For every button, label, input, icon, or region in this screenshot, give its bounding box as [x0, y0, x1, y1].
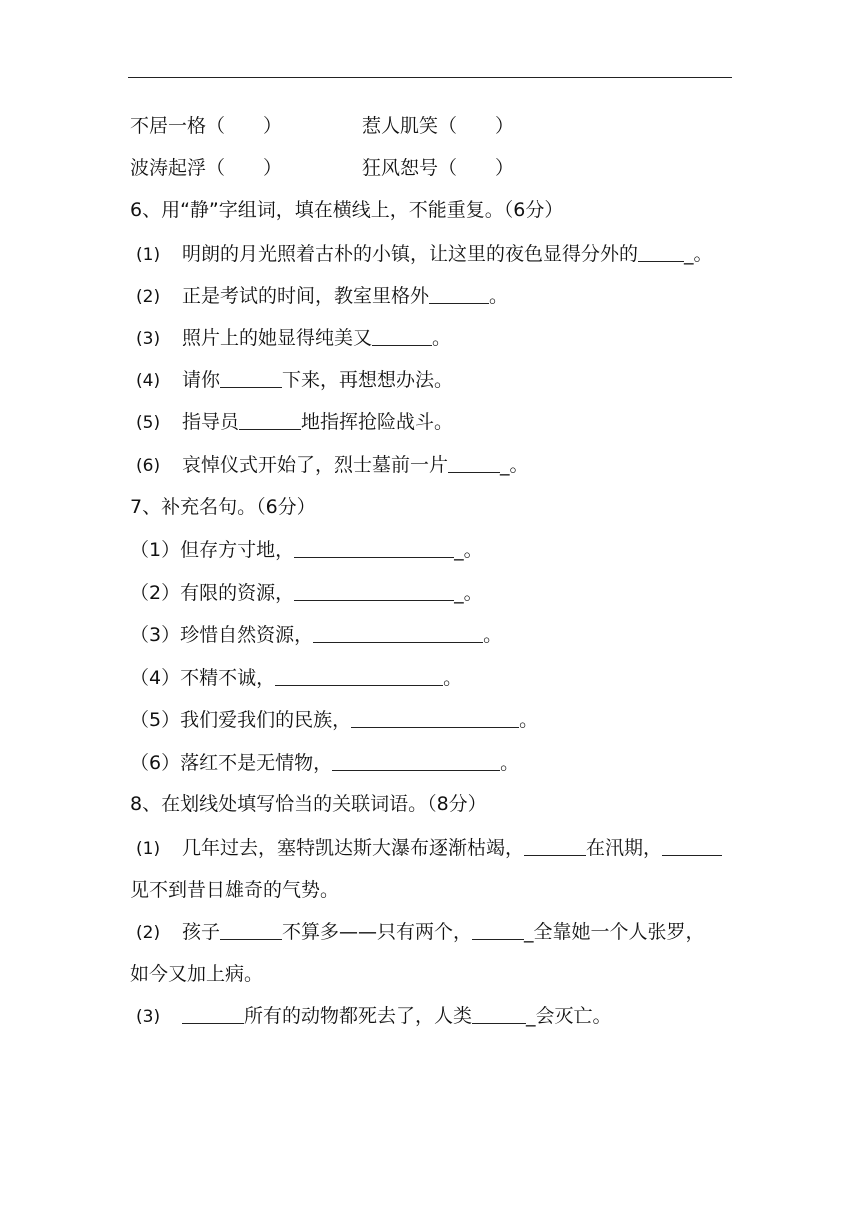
item-text: 。	[443, 667, 463, 689]
item-text: 。	[483, 624, 503, 646]
idiom-text: 波涛起浮（ ）	[130, 157, 283, 179]
answer-blank[interactable]	[448, 452, 500, 473]
item-text: 请你	[182, 369, 221, 391]
q6-item	[130, 282, 508, 311]
item-text: 不精不诚，	[180, 667, 276, 689]
item-number: (3)	[136, 1007, 161, 1027]
idiom-row	[362, 112, 514, 140]
answer-blank[interactable]	[220, 919, 282, 940]
header-rule	[128, 77, 732, 78]
q8-item-continuation: 如今又加上病。	[130, 963, 264, 985]
answer-blank[interactable]	[524, 835, 586, 856]
item-number: （5）	[130, 709, 181, 731]
answer-blank[interactable]	[239, 409, 301, 430]
item-text: 我们爱我们的民族，	[180, 709, 352, 731]
item-number: (1)	[136, 839, 161, 859]
item-text: 但存方寸地，	[180, 539, 295, 561]
item-text: 所有的动物都死去了，人类	[244, 1005, 473, 1027]
answer-blank[interactable]	[294, 580, 454, 601]
item-text: 有限的资源，	[180, 582, 295, 604]
answer-blank[interactable]	[220, 367, 282, 388]
item-number: （2）	[130, 582, 181, 604]
item-text: _。	[500, 454, 529, 476]
item-text: 几年过去，塞特凯达斯大瀑布逐渐枯竭，	[182, 837, 525, 859]
item-text: _。	[454, 582, 483, 604]
item-number: (2)	[136, 923, 161, 943]
answer-blank[interactable]	[294, 537, 454, 558]
item-text: 地指挥抢险战斗。	[301, 411, 454, 433]
q7-item	[130, 664, 462, 692]
question-8-title: 8、在划线处填写恰当的关联词语。（8分）	[130, 793, 487, 815]
q6-item	[130, 240, 713, 269]
q8-item-continuation: 见不到昔日雄奇的气势。	[130, 879, 340, 901]
item-text: 在汛期，	[586, 837, 663, 859]
answer-blank[interactable]	[313, 622, 483, 643]
item-text: 。	[500, 752, 520, 774]
item-text: _全靠她一个人张罗，	[524, 921, 705, 943]
idiom-row	[130, 112, 282, 140]
item-text: 下来，再想想办法。	[282, 369, 454, 391]
item-number: （1）	[130, 539, 181, 561]
item-number: （4）	[130, 667, 181, 689]
q7-item	[130, 621, 502, 649]
item-text: 明朗的月光照着古朴的小镇，让这里的夜色显得分外的	[182, 243, 639, 265]
answer-blank[interactable]	[182, 1003, 244, 1024]
q7-item	[130, 749, 519, 777]
item-text: 不算多——只有两个，	[282, 921, 473, 943]
answer-blank[interactable]	[275, 665, 443, 686]
answer-blank[interactable]	[472, 919, 524, 940]
item-text: 哀悼仪式开始了，烈士墓前一片	[182, 454, 449, 476]
question-7-title: 7、补充名句。（6分）	[130, 496, 316, 518]
question-6-title: 6、用“静”字组词，填在横线上，不能重复。（6分）	[130, 199, 564, 221]
q8-item	[130, 834, 722, 863]
item-text: 指导员	[182, 411, 240, 433]
idiom-text: 不居一格（ ）	[130, 115, 283, 137]
item-number: (5)	[136, 413, 161, 433]
item-text: _。	[454, 539, 483, 561]
item-text: _会灭亡。	[526, 1005, 612, 1027]
answer-blank[interactable]	[332, 750, 500, 771]
item-text: _。	[684, 243, 713, 265]
q7-item	[130, 579, 483, 607]
answer-blank[interactable]	[351, 707, 519, 728]
item-number: （3）	[130, 624, 181, 646]
item-number: (3)	[136, 329, 161, 349]
item-number: (6)	[136, 456, 161, 476]
q6-item	[130, 366, 453, 395]
answer-blank[interactable]	[429, 283, 489, 304]
answer-blank[interactable]	[472, 1003, 526, 1024]
q8-item	[130, 918, 705, 947]
answer-blank[interactable]	[372, 325, 432, 346]
item-text: 落红不是无情物，	[180, 752, 333, 774]
item-text: 。	[519, 709, 539, 731]
item-number: （6）	[130, 752, 181, 774]
q6-item	[130, 408, 453, 437]
item-number: (1)	[136, 245, 161, 265]
q8-item	[130, 1002, 612, 1031]
idiom-text: 惹人肌笑（ ）	[362, 115, 515, 137]
q6-item	[130, 451, 529, 480]
q7-item	[130, 706, 538, 734]
idiom-row	[362, 154, 514, 182]
idiom-text: 狂风恕号（ ）	[362, 157, 515, 179]
item-number: (2)	[136, 287, 161, 307]
q6-item	[130, 324, 451, 353]
item-text: 。	[432, 327, 452, 349]
q7-item	[130, 536, 483, 564]
item-text: 正是考试的时间，教室里格外	[182, 285, 430, 307]
idiom-row	[130, 154, 282, 182]
item-text: 孩子	[182, 921, 221, 943]
item-number: (4)	[136, 371, 161, 391]
item-text: 珍惜自然资源，	[180, 624, 314, 646]
item-text: 。	[489, 285, 509, 307]
answer-blank[interactable]	[662, 835, 722, 856]
answer-blank[interactable]	[638, 241, 684, 262]
item-text: 照片上的她显得纯美又	[182, 327, 373, 349]
